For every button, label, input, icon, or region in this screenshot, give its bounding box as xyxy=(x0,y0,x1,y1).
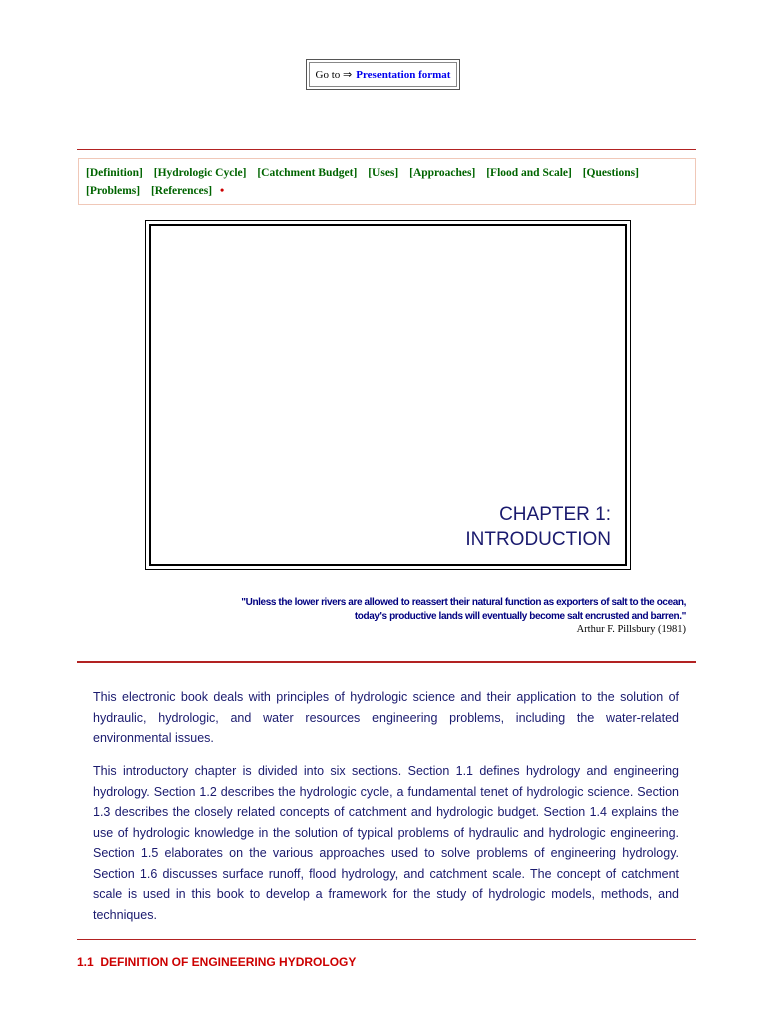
section-divider xyxy=(77,939,696,940)
nav-link-approaches[interactable]: [Approaches] xyxy=(409,167,476,179)
chapter-number: CHAPTER 1: xyxy=(499,504,611,525)
chapter-name: INTRODUCTION xyxy=(465,529,611,550)
chapter-title-frame xyxy=(145,220,631,570)
quote-line-2: today's productive lands will eventually become salt encrusted and barren." xyxy=(354,611,686,622)
epigraph-quote xyxy=(241,596,686,624)
goto-box xyxy=(306,59,460,90)
nav-link-uses[interactable]: [Uses] xyxy=(368,167,399,179)
chapter-title-inner xyxy=(149,224,627,566)
nav-link-definition[interactable]: [Definition] xyxy=(86,167,143,179)
nav-link-problems[interactable]: [Problems] xyxy=(86,185,141,197)
nav-link-questions[interactable]: [Questions] xyxy=(582,167,639,179)
nav-link-catchment-budget[interactable]: [Catchment Budget] xyxy=(257,167,358,179)
section-nav xyxy=(78,158,696,205)
nav-link-flood-and-scale[interactable]: [Flood and Scale] xyxy=(486,167,572,179)
intro-paragraph-2: This introductory chapter is divided into six sections. Section 1.1 defines hydrology and engineering hydrology. Section 1.2 describes the hydrologic cycle, a fundamental tenet of hydrologic science. Section 1.3 describes the closely related concepts of catchment and hydrologic budget. Section 1.4 explains the use of hydrologic knowledge in the solution of typical problems of hydraulic and hydrologic engineering. Section 1.5 elaborates on the various approaches used to solve problems of engineering hydrology. Section 1.6 discusses surface runoff, flood hydrology, and catchment scale. The concept of catchment scale is used in this book to develop a framework for the study of hydrologic models, methods, and techniques. xyxy=(93,764,679,922)
quote-divider xyxy=(77,661,696,663)
nav-link-references[interactable]: [References] xyxy=(150,185,213,197)
chapter-title xyxy=(465,502,611,552)
quote-line-1: "Unless the lower rivers are allowed to reassert their natural function as exporters of salt to the ocean, xyxy=(241,597,686,608)
quote-author: Arthur F. Pillsbury (1981) xyxy=(576,624,686,635)
goto-label: Go to ⇒ xyxy=(315,69,353,81)
section-heading: 1.1 DEFINITION OF ENGINEERING HYDROLOGY xyxy=(77,955,357,969)
bullet-dot-icon: • xyxy=(219,183,225,197)
presentation-format-link[interactable]: Presentation format xyxy=(356,68,451,81)
top-divider xyxy=(77,149,696,150)
goto-inner xyxy=(309,62,457,87)
intro-paragraph-1: This electronic book deals with principles of hydrologic science and their application to the solution of hydraulic, hydrologic, and water resources engineering problems, including the water-related environmental issues. xyxy=(93,690,679,745)
nav-link-hydrologic-cycle[interactable]: [Hydrologic Cycle] xyxy=(153,167,247,179)
